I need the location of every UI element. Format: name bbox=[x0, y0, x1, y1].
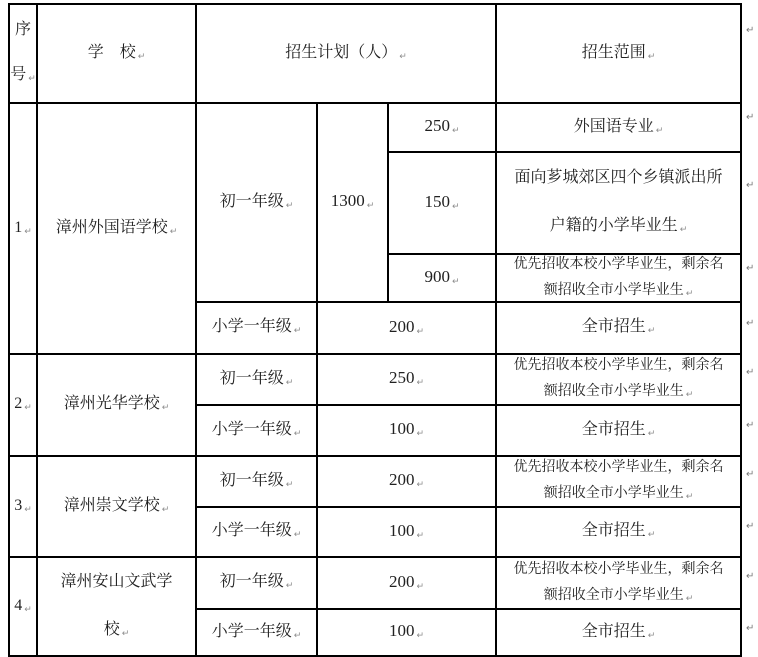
row1-serial bbox=[14, 217, 32, 241]
row1-junior-total bbox=[331, 190, 375, 215]
paragraph-mark-icon: ↵ bbox=[137, 51, 146, 62]
row2-primary-scope-text: 全市招生 bbox=[581, 420, 646, 438]
row4-serial-cell bbox=[10, 558, 38, 657]
row2-primary-grade-cell bbox=[197, 406, 318, 457]
paragraph-mark-icon: ↵ bbox=[24, 604, 32, 615]
row4-primary-grade-text: 小学一年级 bbox=[211, 622, 292, 640]
row1-breakdown3-scope-cell bbox=[497, 255, 742, 303]
row4-primary-scope-text: 全市招生 bbox=[581, 622, 646, 640]
paragraph-mark-icon: ↵ bbox=[746, 112, 755, 123]
row2-serial bbox=[14, 393, 32, 417]
row1-breakdown3-value-text: 900 bbox=[424, 266, 450, 286]
row4-primary-grade-cell bbox=[197, 610, 318, 657]
row4-junior-grade-cell bbox=[197, 558, 318, 610]
paragraph-mark-icon: ↵ bbox=[161, 403, 170, 413]
row2-junior-scope-line2-text: 额招收全市小学毕业生 bbox=[543, 384, 684, 399]
row2-school-name bbox=[64, 393, 170, 417]
row1-primary-scope-text: 全市招生 bbox=[581, 318, 646, 335]
row4-primary-scope-cell bbox=[497, 610, 742, 657]
row4-serial-text: 4 bbox=[14, 596, 23, 614]
row1-junior-grade-cell bbox=[197, 104, 318, 303]
paragraph-mark-icon: ↵ bbox=[647, 326, 656, 336]
row1-primary-grade-cell bbox=[197, 303, 318, 355]
paragraph-mark-icon: ↵ bbox=[416, 429, 425, 439]
row1-breakdown1-value-cell bbox=[389, 104, 497, 153]
header-serial-line2-text: 号 bbox=[10, 66, 27, 83]
row3-junior-scope-line2-text: 额招收全市小学毕业生 bbox=[543, 486, 684, 501]
row2-junior-value-text: 250 bbox=[388, 368, 415, 387]
row1-junior-grade bbox=[220, 191, 294, 215]
row3-serial-cell bbox=[10, 457, 38, 558]
row4-junior-scope-line2 bbox=[544, 583, 694, 610]
paragraph-mark-icon: ↵ bbox=[285, 581, 294, 591]
row4-junior-scope-line1: 优先招收本校小学毕业生，剩余名 bbox=[513, 561, 724, 577]
row1-primary-value bbox=[389, 316, 424, 341]
header-plan-label bbox=[285, 42, 407, 66]
row4-school-cell bbox=[38, 558, 197, 657]
paragraph-mark-icon: ↵ bbox=[746, 318, 755, 329]
row1-breakdown3-scope-line1: 优先招收本校小学毕业生，剩余名 bbox=[513, 256, 724, 272]
paragraph-mark-icon: ↵ bbox=[647, 51, 656, 62]
paragraph-mark-icon: ↵ bbox=[28, 74, 36, 84]
paragraph-mark-icon: ↵ bbox=[746, 263, 755, 274]
paragraph-mark-icon: ↵ bbox=[746, 367, 755, 378]
row4-primary-value bbox=[389, 620, 424, 645]
paragraph-mark-icon: ↵ bbox=[121, 628, 130, 639]
row1-school-name bbox=[56, 217, 178, 241]
row1-school-text: 漳州外国语学校 bbox=[55, 218, 168, 236]
paragraph-mark-icon: ↵ bbox=[416, 631, 425, 641]
row2-junior-scope-cell bbox=[497, 355, 742, 406]
row1-serial-text: 1 bbox=[14, 218, 23, 236]
row2-primary-grade bbox=[212, 419, 302, 443]
row3-serial-text: 3 bbox=[14, 496, 23, 514]
paragraph-mark-icon: ↵ bbox=[416, 480, 425, 490]
row3-school-text: 漳州崇文学校 bbox=[63, 496, 160, 514]
paragraph-mark-icon: ↵ bbox=[285, 200, 294, 211]
row1-primary-scope bbox=[582, 316, 656, 340]
row3-junior-value-cell bbox=[318, 457, 497, 508]
row4-primary-grade bbox=[212, 621, 302, 645]
header-plan-cell bbox=[197, 5, 497, 104]
paragraph-mark-icon: ↵ bbox=[366, 201, 375, 211]
paragraph-mark-icon: ↵ bbox=[169, 226, 178, 237]
row2-junior-value bbox=[389, 367, 424, 392]
paragraph-mark-icon: ↵ bbox=[451, 126, 460, 136]
header-serial-line1: 序 bbox=[14, 21, 31, 38]
row3-primary-grade-text: 小学一年级 bbox=[211, 522, 292, 539]
row4-school-line2 bbox=[104, 606, 130, 656]
paragraph-mark-icon: ↵ bbox=[647, 530, 656, 540]
paragraph-mark-icon: ↵ bbox=[293, 326, 302, 336]
row1-breakdown1-scope-text: 外国语专业 bbox=[573, 117, 654, 135]
row2-primary-scope-cell bbox=[497, 406, 742, 457]
row1-breakdown2-scope-line2 bbox=[550, 202, 688, 252]
paragraph-mark-icon: ↵ bbox=[746, 25, 755, 36]
paragraph-mark-icon: ↵ bbox=[416, 530, 425, 541]
paragraph-mark-icon: ↵ bbox=[399, 51, 407, 62]
header-serial-cell bbox=[10, 5, 38, 104]
row1-breakdown3-value bbox=[424, 266, 459, 291]
header-scope-label bbox=[582, 42, 656, 66]
paragraph-mark-icon: ↵ bbox=[24, 504, 32, 515]
header-scope-cell bbox=[497, 5, 742, 104]
row3-primary-value-cell bbox=[318, 508, 497, 558]
header-serial-line2 bbox=[10, 52, 36, 100]
paragraph-mark-icon: ↵ bbox=[24, 403, 32, 413]
row1-junior-total-cell bbox=[318, 104, 389, 303]
row1-breakdown3-scope-line2 bbox=[544, 278, 694, 304]
row1-breakdown2-scope-cell bbox=[497, 153, 742, 255]
row2-junior-grade-text: 初一年级 bbox=[219, 369, 284, 387]
paragraph-mark-icon: ↵ bbox=[293, 428, 302, 439]
paragraph-mark-icon: ↵ bbox=[746, 420, 755, 431]
row1-breakdown1-scope bbox=[574, 116, 664, 140]
row4-primary-value-cell bbox=[318, 610, 497, 657]
paragraph-mark-icon: ↵ bbox=[293, 630, 302, 641]
row1-breakdown1-value bbox=[424, 115, 459, 140]
row2-primary-value-text: 100 bbox=[388, 419, 415, 438]
paragraph-mark-icon: ↵ bbox=[647, 630, 656, 641]
row2-primary-value bbox=[389, 418, 424, 443]
row3-school-name bbox=[64, 495, 170, 519]
paragraph-mark-icon: ↵ bbox=[746, 469, 755, 480]
paragraph-mark-icon: ↵ bbox=[24, 226, 32, 237]
paragraph-mark-icon: ↵ bbox=[685, 593, 694, 604]
row3-primary-value-text: 100 bbox=[388, 520, 415, 540]
row4-junior-value bbox=[389, 571, 424, 596]
paragraph-mark-icon: ↵ bbox=[416, 378, 425, 388]
row3-primary-scope-text: 全市招生 bbox=[581, 522, 646, 539]
row3-school-cell bbox=[38, 457, 197, 558]
row2-primary-scope bbox=[582, 419, 656, 443]
row2-serial-text: 2 bbox=[14, 395, 23, 412]
row4-school-line1: 漳州安山文武学 bbox=[60, 572, 173, 590]
paragraph-mark-icon: ↵ bbox=[285, 377, 294, 388]
row3-junior-grade bbox=[220, 470, 294, 494]
header-school-label bbox=[88, 42, 146, 66]
row2-junior-scope-line1: 优先招收本校小学毕业生，剩余名 bbox=[513, 358, 724, 373]
row4-school-line2-text: 校 bbox=[103, 620, 120, 638]
row3-junior-scope-line2 bbox=[544, 481, 694, 508]
paragraph-mark-icon: ↵ bbox=[451, 201, 460, 212]
row3-junior-scope-cell bbox=[497, 457, 742, 508]
row2-primary-grade-text: 小学一年级 bbox=[211, 420, 292, 438]
row1-breakdown3-value-cell bbox=[389, 255, 497, 303]
header-school-cell bbox=[38, 5, 197, 104]
row3-primary-scope-cell bbox=[497, 508, 742, 558]
header-plan-text: 招生计划（人） bbox=[285, 43, 398, 61]
paragraph-mark-icon: ↵ bbox=[746, 571, 755, 582]
row4-junior-scope-line2-text: 额招收全市小学毕业生 bbox=[543, 587, 684, 603]
row2-junior-grade bbox=[220, 368, 294, 392]
row4-junior-value-text: 200 bbox=[388, 571, 415, 591]
header-school-text: 学 校 bbox=[87, 43, 136, 61]
row1-junior-total-text: 1300 bbox=[330, 191, 365, 210]
row2-junior-scope-line2 bbox=[544, 379, 694, 406]
row4-primary-scope bbox=[582, 621, 656, 645]
paragraph-mark-icon: ↵ bbox=[285, 479, 294, 490]
paragraph-mark-icon: ↵ bbox=[647, 428, 656, 439]
enrollment-table bbox=[8, 3, 742, 657]
row1-primary-value-text: 200 bbox=[388, 316, 415, 336]
row4-junior-value-cell bbox=[318, 558, 497, 610]
row1-breakdown1-scope-cell bbox=[497, 104, 742, 153]
row2-school-text: 漳州光华学校 bbox=[63, 395, 160, 412]
row1-junior-grade-text: 初一年级 bbox=[219, 192, 284, 210]
row1-primary-value-cell bbox=[318, 303, 497, 355]
row3-primary-grade-cell bbox=[197, 508, 318, 558]
row1-primary-grade-text: 小学一年级 bbox=[211, 318, 292, 335]
row1-breakdown2-scope-line1: 面向芗城郊区四个乡镇派出所 bbox=[514, 169, 723, 186]
row3-serial bbox=[14, 495, 32, 519]
row3-primary-grade bbox=[212, 520, 302, 544]
row4-serial bbox=[14, 595, 32, 619]
row4-primary-value-text: 100 bbox=[388, 621, 415, 640]
paragraph-mark-icon: ↵ bbox=[685, 492, 694, 502]
row1-serial-cell bbox=[10, 104, 38, 355]
row3-junior-value bbox=[389, 469, 424, 494]
paragraph-mark-icon: ↵ bbox=[451, 276, 460, 287]
row4-junior-grade-text: 初一年级 bbox=[219, 573, 284, 590]
row1-school-cell bbox=[38, 104, 197, 355]
paragraph-mark-icon: ↵ bbox=[161, 504, 170, 515]
header-scope-text: 招生范围 bbox=[581, 43, 646, 61]
row3-junior-scope-line1: 优先招收本校小学毕业生，剩余名 bbox=[513, 460, 724, 475]
row1-breakdown2-value bbox=[424, 191, 459, 216]
row3-junior-grade-text: 初一年级 bbox=[219, 471, 284, 489]
paragraph-mark-icon: ↵ bbox=[746, 623, 755, 634]
row2-school-cell bbox=[38, 355, 197, 457]
paragraph-mark-icon: ↵ bbox=[679, 225, 688, 235]
row1-breakdown2-scope-line2-text: 户籍的小学毕业生 bbox=[549, 217, 678, 234]
row3-junior-value-text: 200 bbox=[388, 470, 415, 489]
row1-breakdown2-value-text: 150 bbox=[424, 191, 450, 211]
paragraph-mark-icon: ↵ bbox=[685, 288, 694, 299]
row1-breakdown3-scope-line2-text: 额招收全市小学毕业生 bbox=[543, 282, 684, 298]
row2-junior-grade-cell bbox=[197, 355, 318, 406]
row2-primary-value-cell bbox=[318, 406, 497, 457]
row3-primary-scope bbox=[582, 520, 656, 544]
row4-junior-scope-cell bbox=[497, 558, 742, 610]
row3-junior-grade-cell bbox=[197, 457, 318, 508]
paragraph-mark-icon: ↵ bbox=[416, 581, 425, 592]
row1-primary-scope-cell bbox=[497, 303, 742, 355]
paragraph-mark-icon: ↵ bbox=[746, 521, 755, 532]
row1-primary-grade bbox=[212, 316, 302, 340]
paragraph-mark-icon: ↵ bbox=[655, 125, 664, 136]
row2-junior-value-cell bbox=[318, 355, 497, 406]
paragraph-mark-icon: ↵ bbox=[746, 180, 755, 191]
row1-breakdown1-value-text: 250 bbox=[424, 116, 450, 135]
paragraph-mark-icon: ↵ bbox=[685, 390, 694, 400]
row1-breakdown2-value-cell bbox=[389, 153, 497, 255]
row3-primary-value bbox=[389, 520, 424, 545]
row4-junior-grade bbox=[220, 571, 294, 595]
paragraph-mark-icon: ↵ bbox=[293, 530, 302, 540]
paragraph-mark-icon: ↵ bbox=[416, 326, 425, 337]
row2-serial-cell bbox=[10, 355, 38, 457]
